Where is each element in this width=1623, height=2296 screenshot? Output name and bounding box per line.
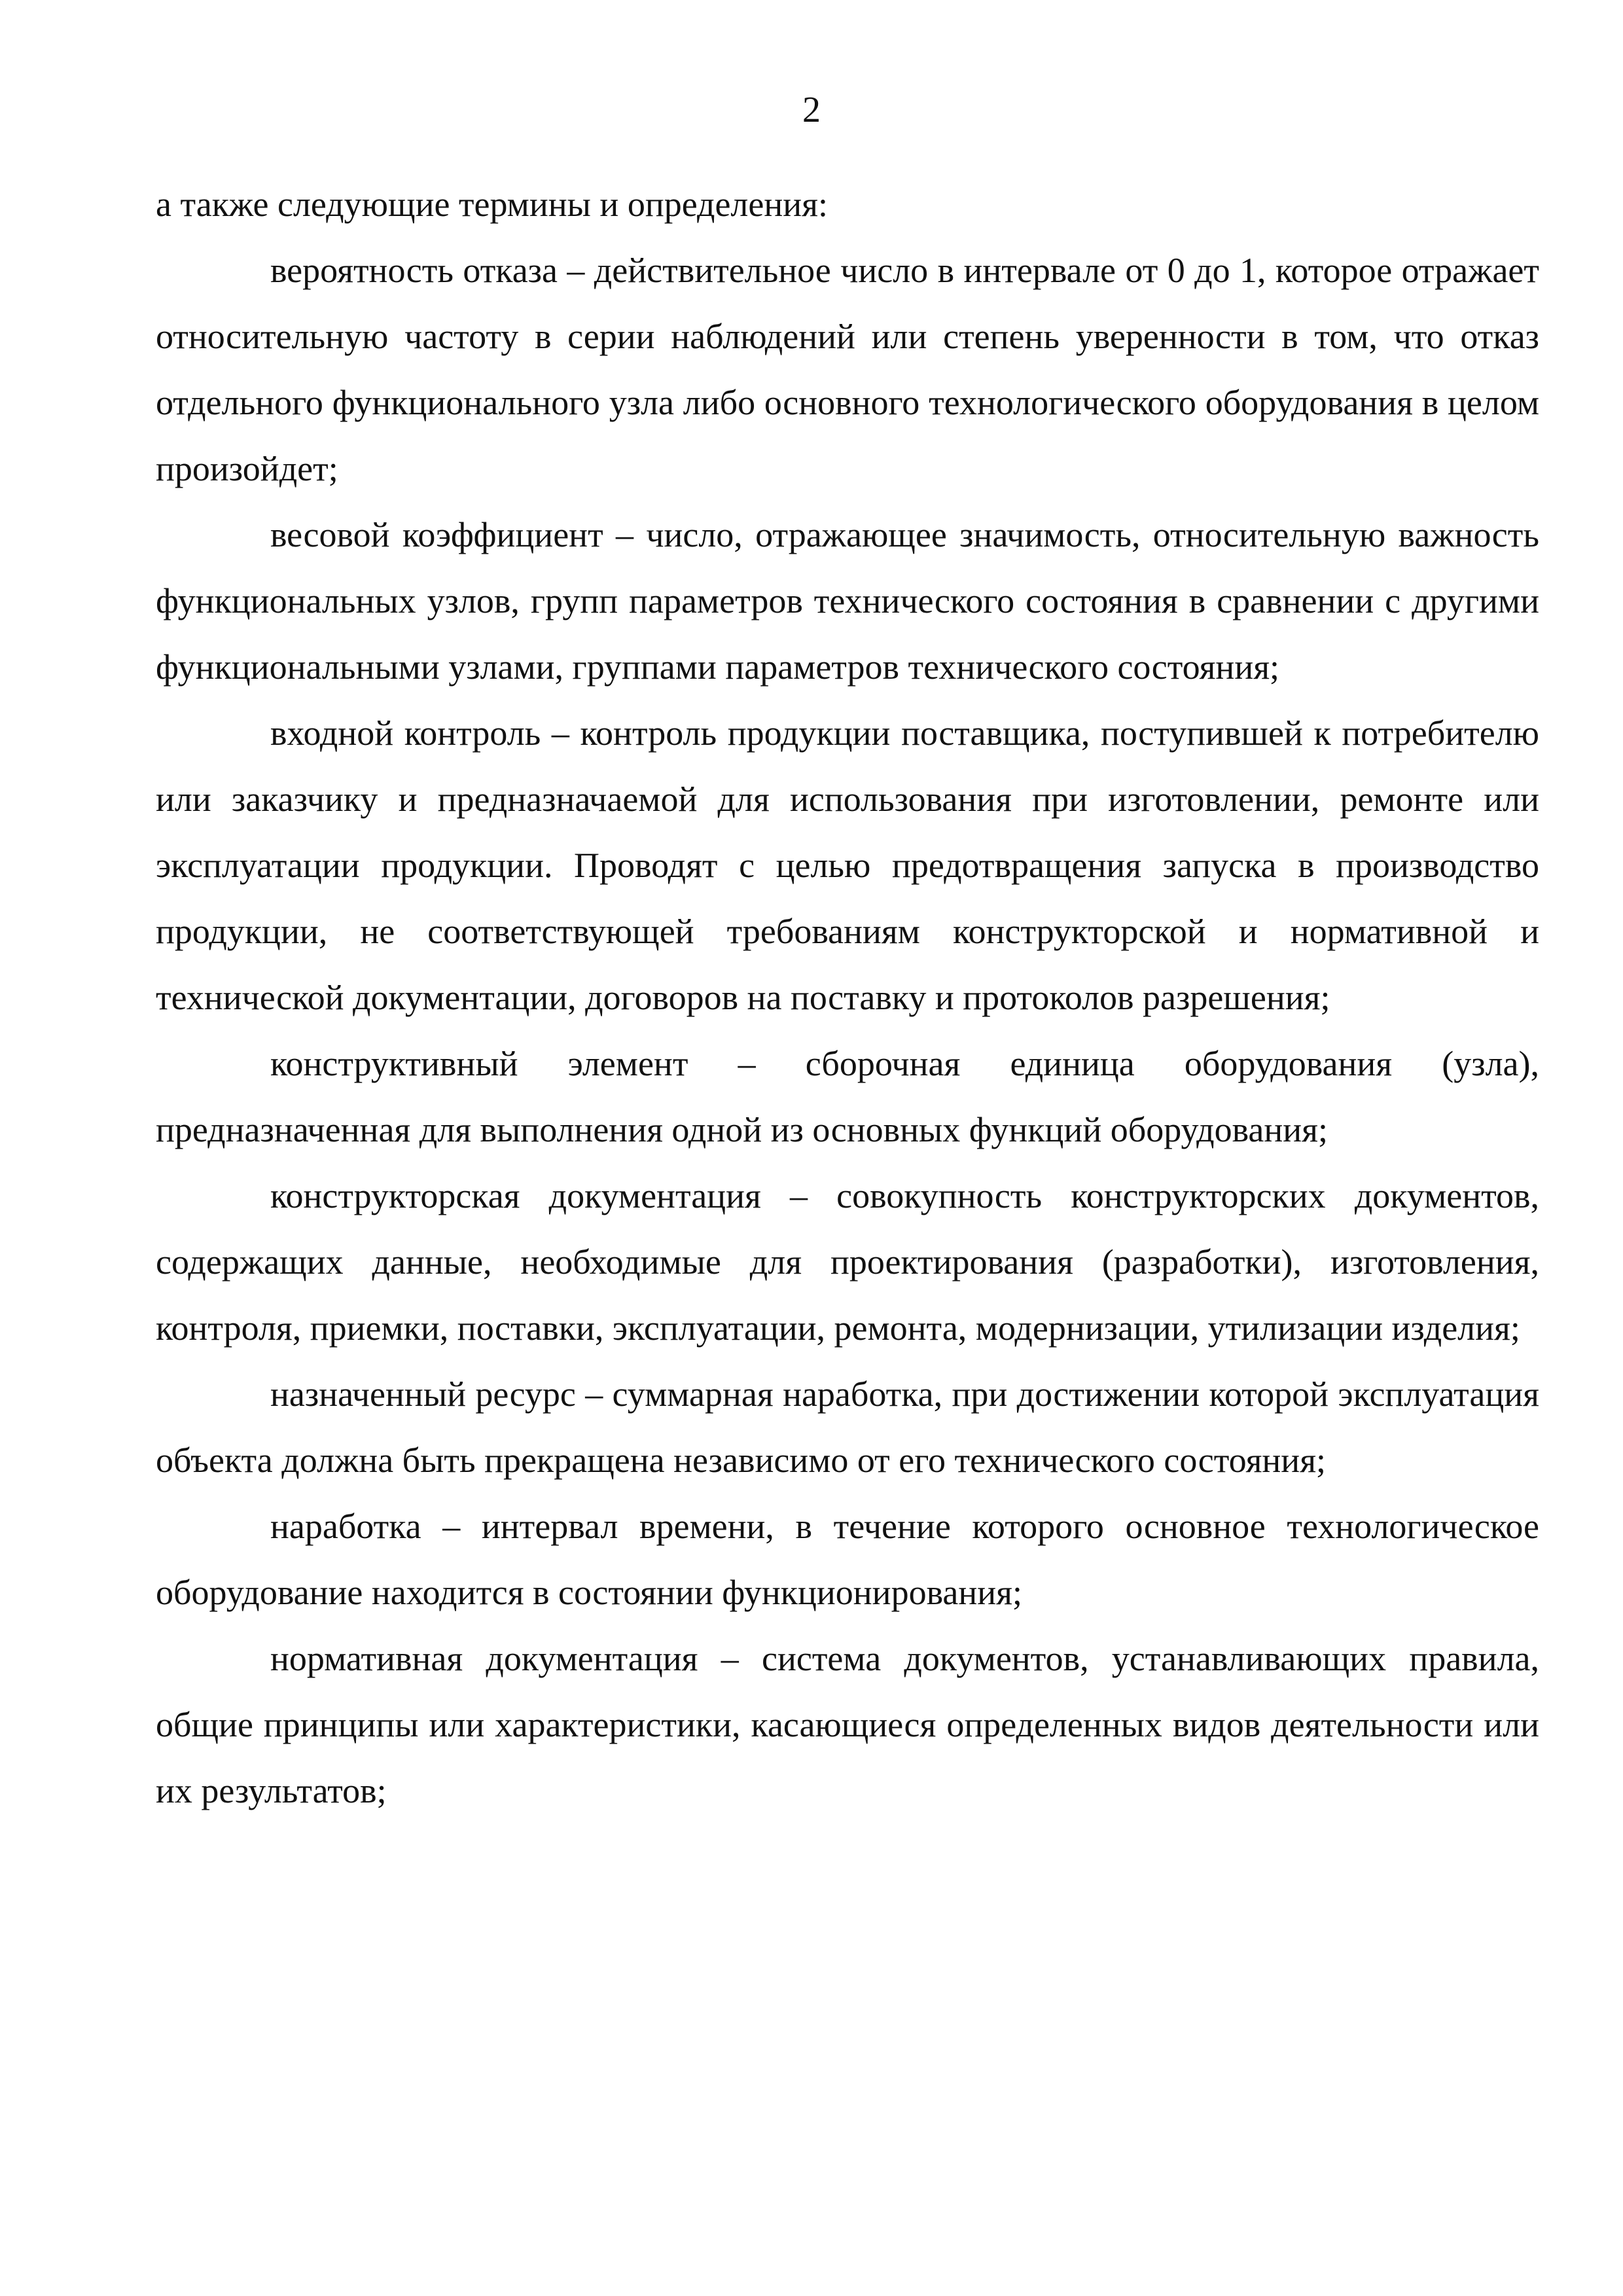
definition-weight-coefficient: весовой коэффициент – число, отражающее значимость, относительную важность функциональных узлов, групп параметров технического состояния в сравнении с другими функциональными узлами, группами параметров технического состояния;: [156, 515, 1539, 687]
definition-assigned-resource: назначенный ресурс – суммарная наработка, при достижении которой эксплуатация объекта должна быть прекращена независимо от его технического состояния;: [156, 1374, 1539, 1480]
definition-operating-time: наработка – интервал времени, в течение которого основное технологическое оборудование находится в состоянии функционирования;: [156, 1507, 1539, 1612]
definition-design-documentation: конструкторская документация – совокупность конструкторских документов, содержащих данные, необходимые для проектирования (разработки), изготовления, контроля, приемки, поставки, эксплуатации, ремонта, модернизации, утилизации изделия;: [156, 1176, 1539, 1348]
intro-paragraph: а также следующие термины и определения:: [156, 185, 828, 224]
definition-normative-documentation: нормативная документация – система документов, устанавливающих правила, общие принципы или характеристики, касающиеся определенных видов деятельности или их результатов;: [156, 1639, 1539, 1810]
page-number: 2: [802, 90, 821, 130]
definition-structural-element: конструктивный элемент – сборочная единица оборудования (узла), предназначенная для выполнения одной из основных функций оборудования;: [156, 1044, 1539, 1149]
document-body: [156, 171, 1539, 1824]
definition-incoming-inspection: входной контроль – контроль продукции поставщика, поступившей к потребителю или заказчику и предназначаемой для использования при изготовлении, ремонте или эксплуатации продукции. Проводят с целью предотвращения запуска в производство продукции, не соответствующей требованиям конструкторской и нормативной и технической документации, договоров на поставку и протоколов разрешения;: [156, 713, 1539, 1017]
definition-probability-of-failure: вероятность отказа – действительное число в интервале от 0 до 1, которое отражает относительную частоту в серии наблюдений или степень уверенности в том, что отказ отдельного функционального узла либо основного технологического оборудования в целом произойдет;: [156, 251, 1539, 488]
definitions-list: [156, 238, 1539, 1824]
